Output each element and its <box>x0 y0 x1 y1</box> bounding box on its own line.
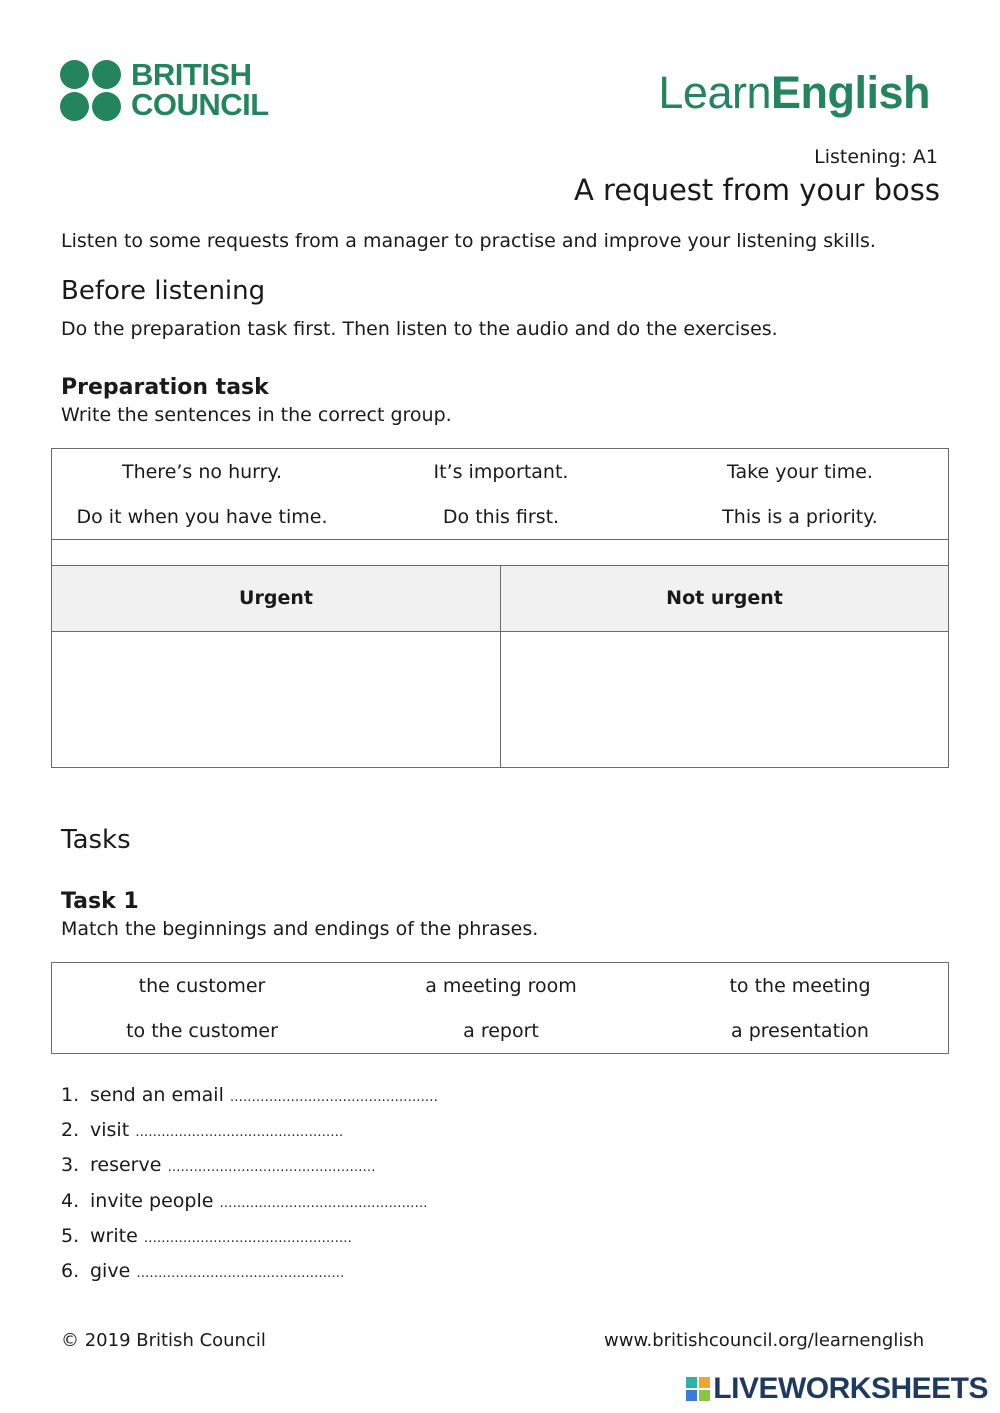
preparation-word-box <box>51 448 949 540</box>
british-council-logo <box>60 57 275 122</box>
sorting-table <box>51 539 949 768</box>
brand-name: BRITISH COUNCIL <box>131 57 269 122</box>
learnenglish-logo: LearnEnglish <box>658 67 930 118</box>
copyright: © 2019 British Council <box>61 1330 266 1351</box>
answer-blank[interactable]: ………………………………………… <box>143 1231 352 1246</box>
before-listening-text: Do the preparation task first. Then listen to the audio and do the exercises. <box>61 318 778 340</box>
preparation-heading: Preparation task <box>61 375 269 400</box>
table-spacer-row <box>52 539 948 566</box>
word-option[interactable]: It’s important. <box>433 461 569 483</box>
tasks-heading: Tasks <box>61 825 131 855</box>
before-listening-heading: Before listening <box>61 276 266 306</box>
urgent-column-header: Urgent <box>52 566 500 632</box>
intro-text: Listen to some requests from a manager to practise and improve your listening skills. <box>61 230 876 252</box>
liveworksheets-watermark: LIVEWORKSHEETS <box>686 1372 988 1406</box>
task1-word-box <box>51 962 949 1054</box>
word-option[interactable]: a presentation <box>731 1020 869 1042</box>
word-option[interactable]: Do this first. <box>442 506 560 528</box>
word-option[interactable]: to the meeting <box>729 975 871 997</box>
liveworksheets-logo-icon <box>686 1377 710 1401</box>
not-urgent-drop-zone[interactable] <box>501 632 948 767</box>
task1-heading: Task 1 <box>61 889 139 914</box>
page-title: A request from your boss <box>573 173 940 207</box>
task1-instruction: Match the beginnings and endings of the phrases. <box>61 918 539 940</box>
word-option[interactable]: There’s no hurry. <box>121 461 283 483</box>
word-option[interactable]: the customer <box>138 975 266 997</box>
word-option[interactable]: This is a priority. <box>722 506 878 528</box>
word-option[interactable]: to the customer <box>126 1020 278 1042</box>
word-row <box>52 975 948 999</box>
footer-url[interactable]: www.britishcouncil.org/learnenglish <box>604 1330 925 1351</box>
word-row <box>52 506 948 530</box>
preparation-instruction: Write the sentences in the correct group. <box>61 404 452 426</box>
word-option[interactable]: a meeting room <box>425 975 577 997</box>
word-row <box>52 1020 948 1044</box>
word-option[interactable]: Take your time. <box>727 461 873 483</box>
answer-blank[interactable]: ………………………………………… <box>136 1266 345 1281</box>
word-option[interactable]: a report <box>463 1020 539 1042</box>
answer-blank[interactable]: ………………………………………… <box>219 1196 428 1211</box>
word-row <box>52 461 948 485</box>
answer-blank[interactable]: ………………………………………… <box>135 1125 344 1140</box>
skill-level: Listening: A1 <box>814 146 938 168</box>
word-option[interactable]: Do it when you have time. <box>76 506 328 528</box>
logo-dots-icon <box>60 60 122 122</box>
answer-blank[interactable]: ………………………………………… <box>229 1090 438 1105</box>
urgent-drop-zone[interactable] <box>52 632 500 767</box>
not-urgent-column-header: Not urgent <box>501 566 948 632</box>
answer-blank[interactable]: ………………………………………… <box>167 1160 376 1175</box>
